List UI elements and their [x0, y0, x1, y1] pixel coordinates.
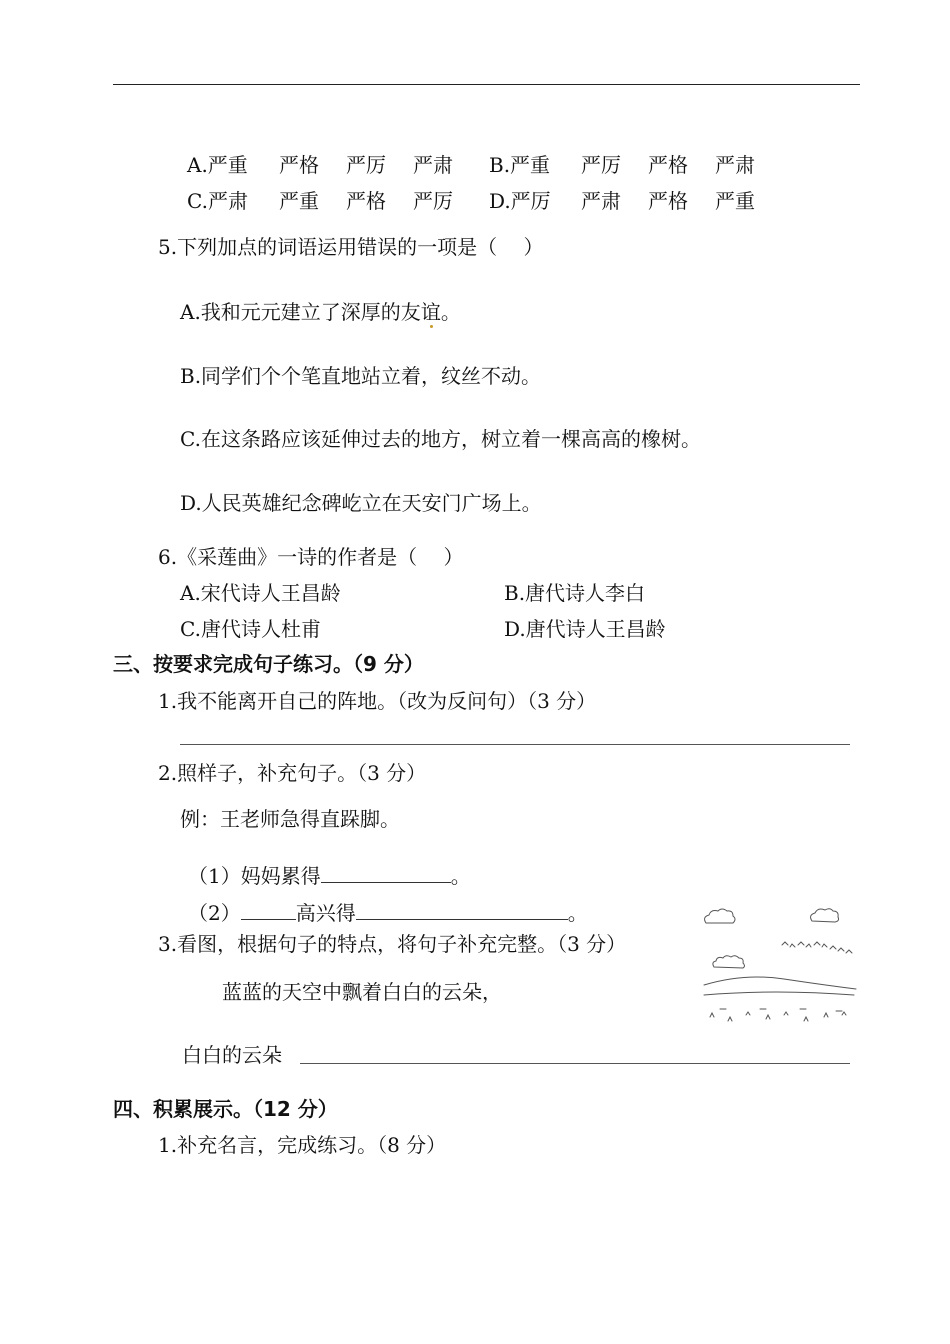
- q4-option-b: B.严重 严厉 严格 严肃: [489, 153, 755, 177]
- q4-option-a: A.严重 严格 严厉 严肃: [187, 153, 453, 177]
- header-rule: [113, 84, 860, 85]
- q6-option-b: B.唐代诗人李白: [504, 581, 646, 605]
- q5-option-a: A.我和元元建立了深厚的友谊。: [180, 300, 461, 324]
- blank-3[interactable]: [356, 901, 568, 920]
- s3-q3-example: 蓝蓝的天空中飘着白白的云朵，: [222, 980, 502, 1004]
- q5-option-d: D.人民英雄纪念碑屹立在天安门广场上。: [180, 491, 542, 515]
- q4-option-c: C.严肃 严重 严格 严厉: [187, 189, 453, 213]
- q5-stem: 5.下列加点的词语运用错误的一项是（ ）: [158, 235, 544, 259]
- q5-option-b: B.同学们个个笔直地站立着，纹丝不动。: [180, 364, 542, 388]
- s3-q2: 2.照样子，补充句子。（3 分）: [158, 761, 427, 785]
- s3-q3-answer-line[interactable]: [300, 1063, 850, 1064]
- ground-line: [704, 992, 854, 995]
- s3-q3-answer: 白白的云朵: [182, 1043, 282, 1067]
- q6-option-d: D.唐代诗人王昌龄: [504, 617, 666, 641]
- s3-q1: 1.我不能离开自己的阵地。（改为反问句）（3 分）: [158, 689, 597, 713]
- blank-1[interactable]: [321, 864, 451, 883]
- blank-2[interactable]: [241, 901, 296, 920]
- q6-stem: 6.《采莲曲》一诗的作者是（ ）: [158, 545, 464, 569]
- birds: [782, 942, 852, 953]
- q6-option-c: C.唐代诗人杜甫: [180, 617, 321, 641]
- emphasis-dot: 谊: [420, 300, 441, 324]
- section-3-title: 三、按要求完成句子练习。（9 分）: [113, 652, 424, 676]
- s3-q3: 3.看图，根据句子的特点，将句子补充完整。（3 分）: [158, 932, 627, 956]
- horizon-line: [704, 977, 856, 989]
- s3-q2-item1: （1）妈妈累得 。: [188, 864, 471, 888]
- s3-q2-item2: （2） 高兴得 。: [188, 901, 588, 925]
- grass-marks: [710, 1009, 846, 1021]
- cloud-shape: [713, 956, 745, 968]
- s4-q1: 1.补充名言，完成练习。（8 分）: [158, 1133, 447, 1157]
- cloud-shape: [811, 909, 839, 922]
- q5-option-c: C.在这条路应该延伸过去的地方，树立着一棵高高的橡树。: [180, 427, 701, 451]
- section-4-title: 四、积累展示。（12 分）: [113, 1097, 338, 1121]
- q6-option-a: A.宋代诗人王昌龄: [180, 581, 341, 605]
- cloud-shape: [705, 909, 735, 923]
- s3-q1-answer-line[interactable]: [180, 744, 850, 745]
- sky-clouds-sketch: [700, 905, 860, 1030]
- s3-q2-example: 例：王老师急得直跺脚。: [180, 807, 400, 831]
- q4-option-d: D.严厉 严肃 严格 严重: [489, 189, 755, 213]
